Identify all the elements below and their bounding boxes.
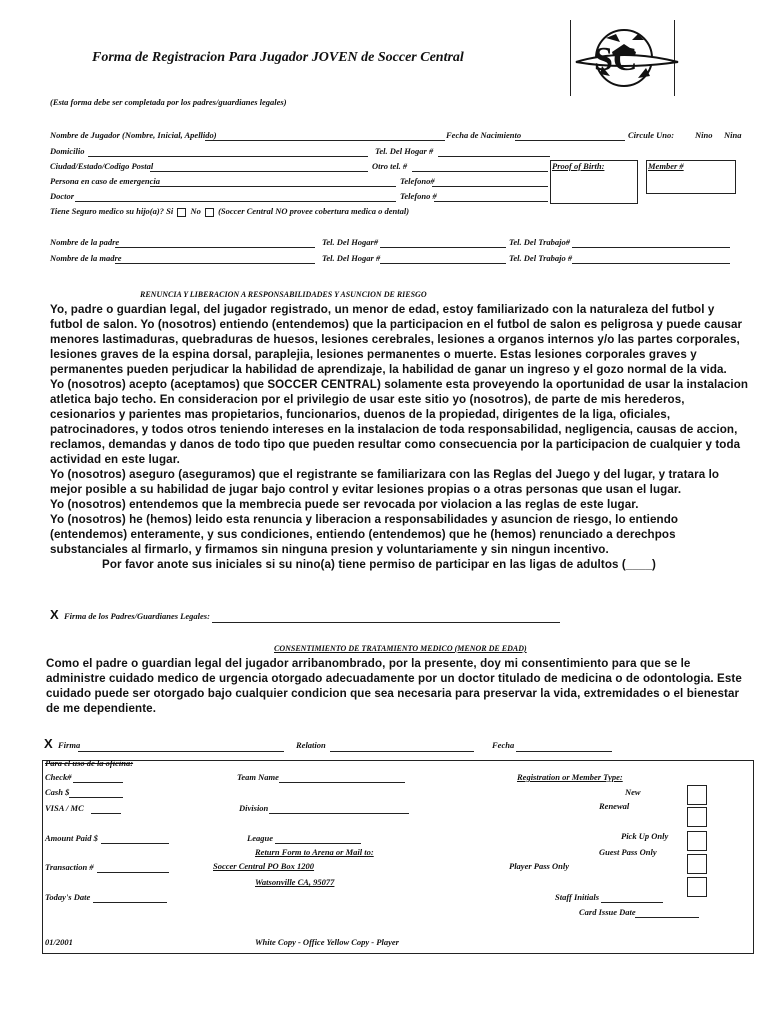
form-title: Forma de Registracion Para Jugador JOVEN de Soccer Central bbox=[92, 50, 464, 65]
type-new-label: New bbox=[625, 787, 641, 797]
mailing-address-line-2: Watsonville CA, 95077 bbox=[255, 877, 335, 887]
insurance-question: Tiene Seguro medico su hijo(a)? Si bbox=[50, 206, 174, 216]
form-subtitle: (Esta forma debe ser completada por los padres/guardianes legales) bbox=[50, 97, 287, 107]
medical-title: CONSENTIMIENTO DE TRATAMIENTO MEDICO (MENOR DE EDAD) bbox=[274, 644, 527, 653]
mother-work-tel-field[interactable] bbox=[572, 263, 730, 264]
emergency-field[interactable] bbox=[150, 186, 396, 187]
league-label: League bbox=[247, 833, 273, 843]
mother-home-tel-label: Tel. Del Hogar # bbox=[322, 253, 381, 263]
waiver-text bbox=[50, 302, 750, 572]
player-name-field[interactable] bbox=[205, 140, 445, 141]
medical-signature-label: Firma bbox=[58, 740, 81, 750]
league-field[interactable] bbox=[275, 843, 361, 844]
team-name-label: Team Name bbox=[237, 772, 279, 782]
type-new-checkbox[interactable] bbox=[687, 785, 707, 805]
form-revision-date: 01/2001 bbox=[45, 937, 73, 947]
transaction-field[interactable] bbox=[97, 872, 169, 873]
doctor-field[interactable] bbox=[75, 201, 396, 202]
copy-distribution-note: White Copy - Office Yellow Copy - Player bbox=[255, 937, 399, 947]
waiver-paragraph-2: Yo (nosotros) acepto (aceptamos) que SOCCER CENTRAL) solamente esta proveyendo la oportunidad de usar la instalacion atletica bajo techo. En consideracion por el privilegio de usar este sitio yo (nosotros), de parte de mis herederos, cesionarios y parientes mas propietarios, funcionarios, duenos de la propiedad, dirigentes de la liga, oficiales, patrocinadores, y todos otros teniendo intereses en la instalacion de toda responsabilidad, negligencia, causas de accion, reclamos, demandas y danos de todo tipo que pueden resultar como consecuencia por la participacion de cualquier y toda actividad en este lugar. bbox=[50, 378, 749, 466]
emergency-phone-label: Telefono# bbox=[400, 176, 435, 186]
guest-pass-checkbox[interactable] bbox=[687, 854, 707, 874]
waiver-sign-x: X bbox=[50, 607, 59, 622]
doctor-phone-label: Telefono # bbox=[400, 191, 437, 201]
father-home-tel-label: Tel. Del Hogar# bbox=[322, 237, 379, 247]
waiver-title: RENUNCIA Y LIBERACION A RESPONSABILIDADES Y ASUNCION DE RIESGO bbox=[140, 290, 427, 299]
mother-work-tel-label: Tel. Del Trabajo # bbox=[509, 253, 573, 263]
visa-field[interactable] bbox=[91, 813, 121, 814]
insurance-row bbox=[50, 206, 409, 217]
mailing-address-line-1: Soccer Central PO Box 1200 bbox=[213, 861, 315, 871]
transaction-label: Transaction # bbox=[45, 862, 94, 872]
birth-date-label: Fecha de Nacimiento bbox=[446, 130, 522, 140]
logo-lettering: SC bbox=[594, 41, 638, 78]
option-nina[interactable]: Nina bbox=[724, 130, 742, 140]
waiver-paragraph-3: Yo (nosotros) aseguro (aseguramos) que el registrante se familiarizara con las Reglas del Juego y del lugar, y tratara lo mejor posible a su habilidad de jugar bajo control y evitar lesiones propias o a otras personas que usan el lugar. bbox=[50, 468, 720, 496]
other-tel-label: Otro tel. # bbox=[372, 161, 408, 171]
mother-home-tel-field[interactable] bbox=[380, 263, 506, 264]
address-label: Domicilio bbox=[50, 146, 85, 156]
cash-label: Cash $ bbox=[45, 787, 70, 797]
registration-type-label: Registration or Member Type: bbox=[517, 772, 623, 782]
relation-label: Relation bbox=[296, 740, 326, 750]
father-label: Nombre de la padre bbox=[50, 237, 120, 247]
division-label: Division bbox=[239, 803, 269, 813]
doctor-label: Doctor bbox=[50, 191, 75, 201]
check-label: Check# bbox=[45, 772, 72, 782]
father-home-tel-field[interactable] bbox=[380, 247, 506, 248]
team-name-field[interactable] bbox=[279, 782, 405, 783]
father-work-tel-field[interactable] bbox=[572, 247, 730, 248]
relation-field[interactable] bbox=[330, 751, 474, 752]
mother-field[interactable] bbox=[115, 263, 315, 264]
visa-label: VISA / MC bbox=[45, 803, 84, 813]
home-tel-label: Tel. Del Hogar # bbox=[375, 146, 434, 156]
card-issue-date-label: Card Issue Date bbox=[579, 907, 636, 917]
cash-field[interactable] bbox=[69, 797, 123, 798]
home-tel-field[interactable] bbox=[438, 156, 550, 157]
insurance-yes-checkbox[interactable] bbox=[177, 208, 186, 217]
check-field[interactable] bbox=[73, 782, 123, 783]
proof-of-birth-label: Proof of Birth: bbox=[552, 161, 605, 171]
return-form-note: Return Form to Arena or Mail to: bbox=[255, 847, 374, 857]
father-work-tel-label: Tel. Del Trabajo# bbox=[509, 237, 570, 247]
city-label: Ciudad/Estado/Codigo Postal bbox=[50, 161, 154, 171]
division-field[interactable] bbox=[269, 813, 409, 814]
guest-pass-label: Guest Pass Only bbox=[599, 847, 657, 857]
amount-label: Amount Paid $ bbox=[45, 833, 98, 843]
waiver-initials-note: Por favor anote sus iniciales si su nino(a) tiene permiso de participar en las ligas de adultos (____) bbox=[102, 558, 656, 571]
waiver-paragraph-5: Yo (nosotros) he (hemos) leido esta renuncia y liberacion a responsabilidades y asuncion de riesgo, lo entiendo (entendemos) enteramente, y sus condiciones, entiendo (entendemos) que he (hemos) renunciado a derechpos substanciales al firmarlo, y firmamos sin ninguna presion y voluntariamente y sin ningun incentivo. bbox=[50, 513, 679, 556]
option-nino[interactable]: Nino bbox=[695, 130, 713, 140]
staff-initials-label: Staff Initials bbox=[555, 892, 600, 902]
other-tel-field[interactable] bbox=[412, 171, 548, 172]
parent-signature-label: Firma de los Padres/Guardianes Legales: bbox=[64, 611, 210, 621]
waiver-paragraph-4: Yo (nosotros) entendemos que la membrecia puede ser revocada por violacion a las reglas de este lugar. bbox=[50, 498, 639, 511]
medical-date-field[interactable] bbox=[516, 751, 612, 752]
insurance-note: (Soccer Central NO provee cobertura medica o dental) bbox=[218, 206, 410, 216]
todays-date-label: Today's Date bbox=[45, 892, 91, 902]
medical-date-label: Fecha bbox=[492, 740, 515, 750]
player-pass-label: Player Pass Only bbox=[509, 861, 569, 871]
soccer-central-logo bbox=[566, 18, 684, 98]
type-renewal-label: Renewal bbox=[599, 801, 630, 811]
office-header: Para el uso de la oficina: bbox=[45, 758, 134, 768]
emergency-label: Persona en caso de emergencia bbox=[50, 176, 161, 186]
medical-text: Como el padre o guardian legal del jugador arribanombrado, por la presente, doy mi consentimiento para que se le administre cuidado medico de urgencia otorgado adecuadamente por un doctor titulado de medicina o de odontologia. Este cuidado puede ser otorgado bajo cualquier condicion que sea necesaria para preservar la vida, extremidades o el bienestar de me dependiente. bbox=[46, 657, 742, 715]
insurance-no-checkbox[interactable] bbox=[205, 208, 214, 217]
father-field[interactable] bbox=[115, 247, 315, 248]
mother-label: Nombre de la madre bbox=[50, 253, 122, 263]
medical-sign-x: X bbox=[44, 736, 53, 751]
address-field[interactable] bbox=[88, 156, 368, 157]
doctor-phone-field[interactable] bbox=[434, 201, 548, 202]
member-number-label: Member # bbox=[648, 161, 684, 171]
player-pass-checkbox[interactable] bbox=[687, 877, 707, 897]
parent-signature-field[interactable] bbox=[212, 622, 560, 623]
emergency-phone-field[interactable] bbox=[432, 186, 548, 187]
pickup-only-checkbox[interactable] bbox=[687, 831, 707, 851]
birth-date-field[interactable] bbox=[515, 140, 625, 141]
card-issue-date-field[interactable] bbox=[635, 917, 699, 918]
medical-signature-field[interactable] bbox=[78, 751, 284, 752]
staff-initials-field[interactable] bbox=[601, 902, 663, 903]
todays-date-field[interactable] bbox=[93, 902, 167, 903]
player-name-label: Nombre de Jugador (Nombre, Inicial, Apellido) bbox=[50, 130, 217, 140]
insurance-no-label: No bbox=[190, 206, 201, 216]
pickup-only-label: Pick Up Only bbox=[621, 831, 669, 841]
waiver-paragraph-1: Yo, padre o guardian legal, del jugador registrado, un menor de edad, estoy familiarizado con la naturaleza del futbol y futbol de salon. Yo (nosotros) entiendo (entendemos) que la participacion en el futbol de salon es peligrosa y puede causar menores lastimaduras, quebraduras de huesos, lesiones cerebrales, lesiones a organos internos y/o las partes corporales, lesiones graves de la espina dorsal, paraplejia, lesiones permanentes o muerte. Estas lesiones corporales graves y permanentes pueden perjudicar la habilidad de aprendizaje, la habilidad de ganar un ingreso y el gozo normal de la vida. bbox=[50, 303, 743, 376]
amount-field[interactable] bbox=[101, 843, 169, 844]
circle-one-label: Circule Uno: bbox=[628, 130, 675, 140]
office-use-box bbox=[42, 760, 754, 954]
type-renewal-checkbox[interactable] bbox=[687, 807, 707, 827]
city-field[interactable] bbox=[150, 171, 368, 172]
